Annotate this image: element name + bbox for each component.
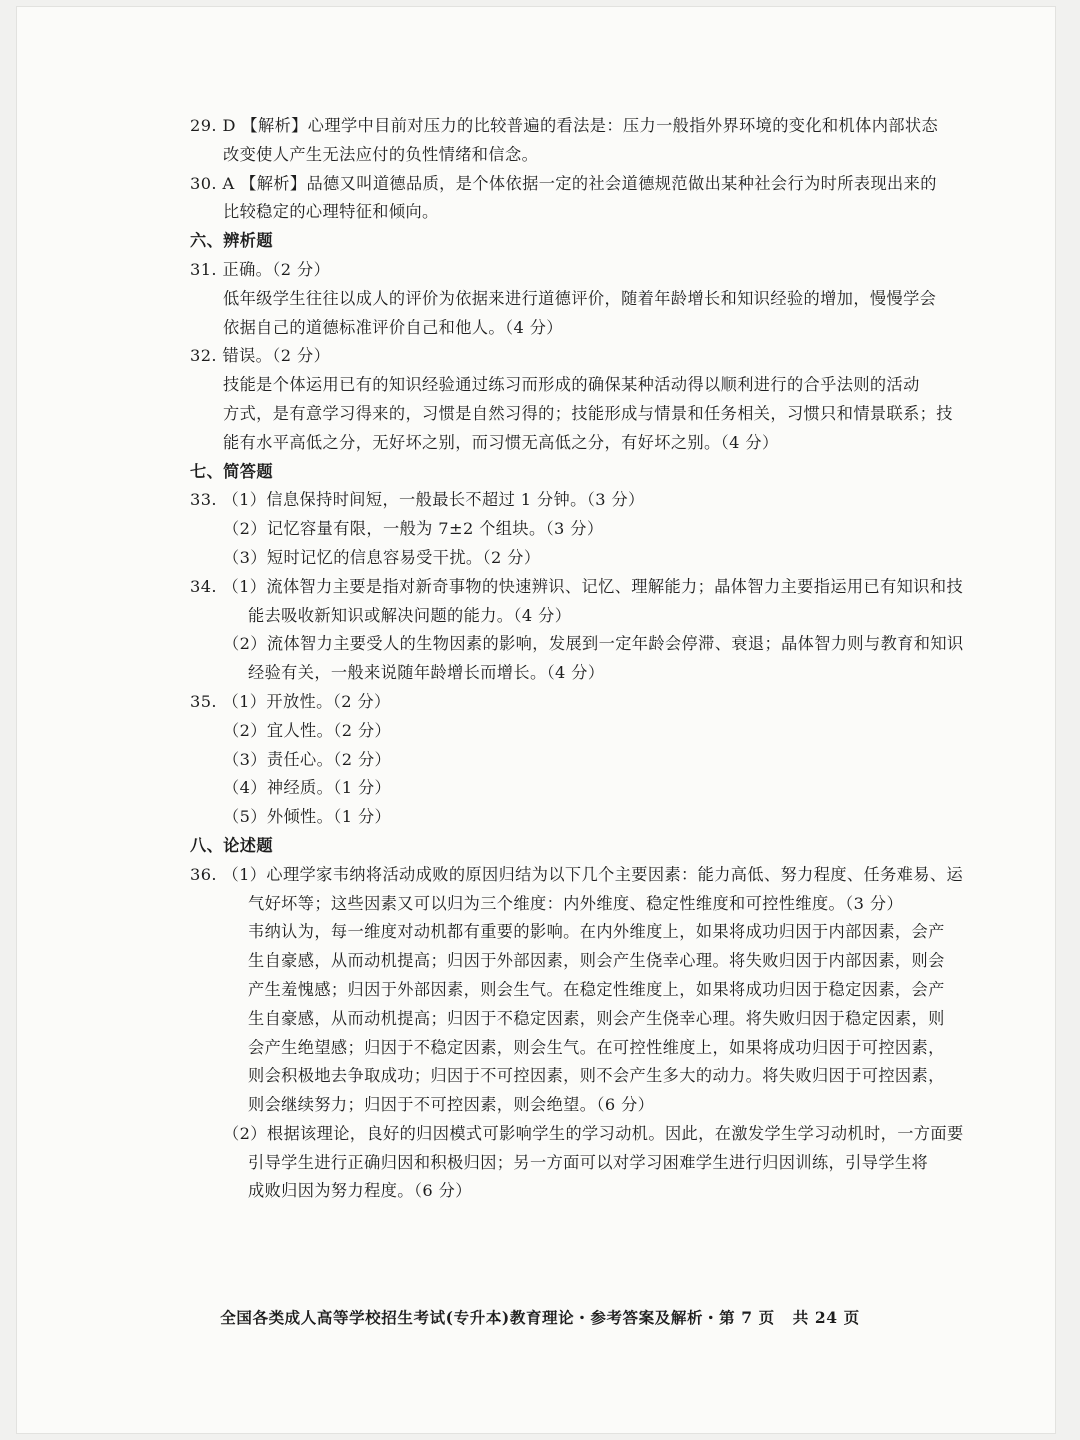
text-line: 韦纳认为，每一维度对动机都有重要的影响。在内外维度上，如果将成功归因于内部因素，会产 — [248, 922, 945, 942]
section-heading: 八、论述题 — [190, 835, 273, 855]
text-line: （2）记忆容量有限，一般为 7±2 个组块。（3 分） — [223, 519, 604, 539]
text-line: 经验有关，一般来说随年龄增长而增长。（4 分） — [248, 663, 605, 683]
text-line: （3）短时记忆的信息容易受干扰。（2 分） — [223, 547, 541, 567]
text-line: （2）根据该理论，良好的归因模式可影响学生的学习动机。因此，在激发学生学习动机时，一方面要 — [223, 1123, 964, 1143]
section-heading: 七、简答题 — [190, 461, 273, 481]
text-line: （4）神经质。（1 分） — [223, 778, 392, 798]
text-line: 则会继续努力；归因于不可控因素，则会绝望。（6 分） — [248, 1095, 655, 1115]
section-heading: 六、辨析题 — [190, 231, 273, 251]
text-line: 36. （1）心理学家韦纳将活动成败的原因归结为以下几个主要因素：能力高低、努力程度、任务难易、运 — [190, 864, 964, 884]
text-line: （2）宜人性。（2 分） — [223, 720, 392, 740]
text-line: （5）外倾性。（1 分） — [223, 807, 392, 827]
text-line: 技能是个体运用已有的知识经验通过练习而形成的确保某种活动得以顺利进行的合乎法则的活动 — [223, 375, 920, 395]
text-line: 方式，是有意学习得来的，习惯是自然习得的；技能形成与情景和任务相关，习惯只和情景联系；技 — [223, 403, 953, 423]
text-line: 35. （1）开放性。（2 分） — [190, 691, 391, 711]
text-line: 生自豪感，从而动机提高；归因于外部因素，则会产生侥幸心理。将失败归因于内部因素，则会 — [248, 951, 945, 971]
text-line: 气好坏等；这些因素又可以归为三个维度：内外维度、稳定性维度和可控性维度。（3 分） — [248, 893, 904, 913]
text-line: 则会积极地去争取成功；归因于不可控因素，则不会产生多大的动力。将失败归因于可控因素， — [248, 1066, 945, 1086]
text-line: 32. 错误。（2 分） — [190, 346, 331, 366]
text-line: 30. A 【解析】品德又叫道德品质，是个体依据一定的社会道德规范做出某种社会行为时所表现出来的 — [190, 173, 937, 193]
footer-title: 全国各类成人高等学校招生考试(专升本)教育理论・参考答案及解析・第 7 页 — [220, 1308, 775, 1327]
text-line: 比较稳定的心理特征和倾向。 — [223, 202, 439, 222]
answer-content — [190, 112, 980, 1206]
footer-total-pages: 共 24 页 — [792, 1308, 860, 1327]
text-line: 34. （1）流体智力主要是指对新奇事物的快速辨识、记忆、理解能力；晶体智力主要指运用已有知识和技 — [190, 576, 964, 596]
text-line: 产生羞愧感；归因于外部因素，则会生气。在稳定性维度上，如果将成功归因于稳定因素，会产 — [248, 979, 945, 999]
text-line: 生自豪感，从而动机提高；归因于不稳定因素，则会产生侥幸心理。将失败归因于稳定因素，则 — [248, 1008, 945, 1028]
text-line: 能有水平高低之分，无好坏之别，而习惯无高低之分，有好坏之别。（4 分） — [223, 432, 779, 452]
text-line: 引导学生进行正确归因和积极归因；另一方面可以对学习困难学生进行归因训练，引导学生将 — [248, 1152, 929, 1172]
text-line: （2）流体智力主要受人的生物因素的影响，发展到一定年龄会停滞、衰退；晶体智力则与教育和知识 — [223, 634, 964, 654]
text-line: 33. （1）信息保持时间短，一般最长不超过 1 分钟。（3 分） — [190, 490, 645, 510]
text-line: 改变使人产生无法应付的负性情绪和信念。 — [223, 144, 539, 164]
text-line: （3）责任心。（2 分） — [223, 749, 392, 769]
text-line: 成败归因为努力程度。（6 分） — [248, 1181, 472, 1201]
text-line: 31. 正确。（2 分） — [190, 259, 331, 279]
text-line: 会产生绝望感；归因于不稳定因素，则会生气。在可控性维度上，如果将成功归因于可控因素， — [248, 1037, 945, 1057]
text-line: 29. D 【解析】心理学中目前对压力的比较普遍的看法是：压力一般指外界环境的变化和机体内部状态 — [190, 116, 939, 135]
page-footer — [0, 1306, 1080, 1328]
text-line: 依据自己的道德标准评价自己和他人。（4 分） — [223, 317, 563, 337]
text-line: 低年级学生往往以成人的评价为依据来进行道德评价，随着年龄增长和知识经验的增加，慢慢学会 — [223, 288, 937, 308]
text-line: 能去吸收新知识或解决问题的能力。（4 分） — [248, 605, 572, 625]
